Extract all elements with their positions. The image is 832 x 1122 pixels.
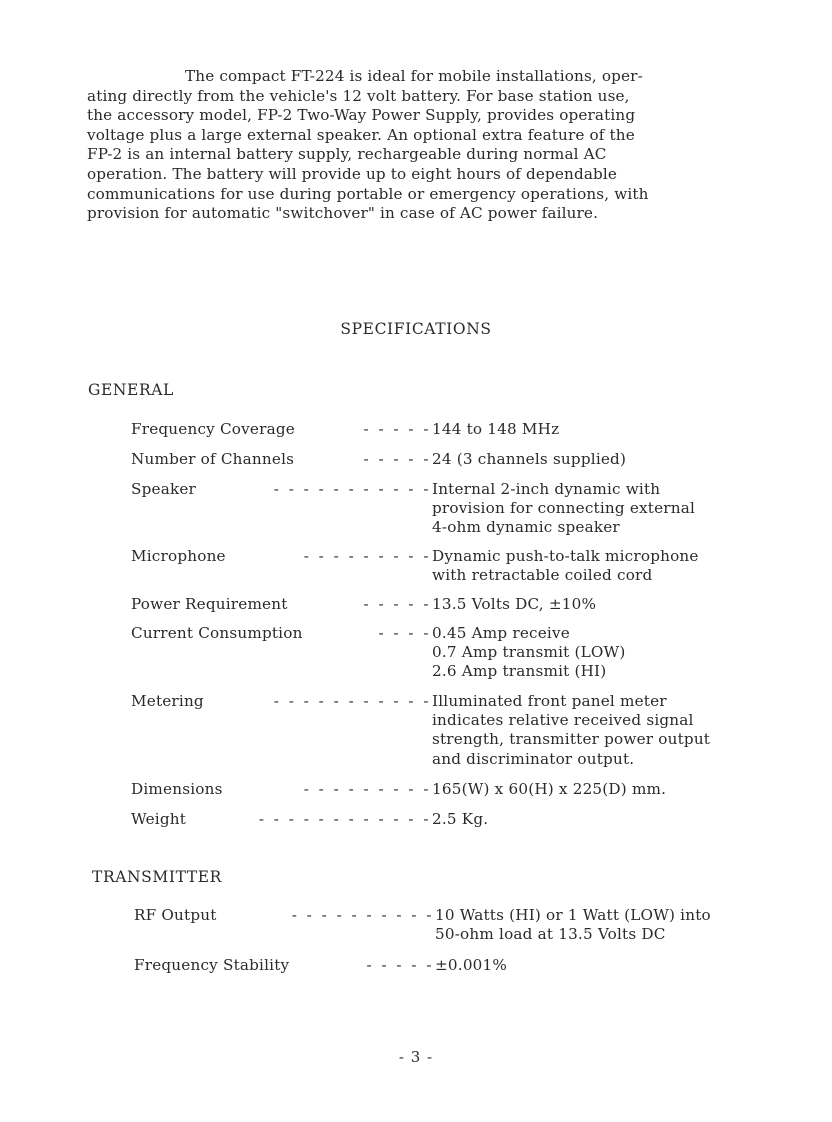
- page-number: - 3 -: [398, 1048, 434, 1066]
- spec-value-line: ±0.001%: [435, 956, 508, 974]
- spec-value-line: 144 to 148 MHz: [432, 420, 560, 438]
- spec-value-line: Internal 2-inch dynamic with: [432, 480, 661, 498]
- spec-value: [435, 956, 775, 975]
- spec-value-line: Dynamic push-to-talk microphone: [432, 547, 699, 565]
- spec-value-line: 2.5 Kg.: [432, 810, 489, 828]
- intro-line: voltage plus a large external speaker. An optional extra feature of the: [87, 125, 635, 144]
- intro-line: the accessory model, FP-2 Two-Way Power Supply, provides operating: [87, 106, 636, 125]
- intro-line: FP-2 is an internal battery supply, rechargeable during normal AC: [87, 145, 607, 164]
- leader-dashes: - - - - - - - - -: [303, 547, 431, 565]
- spec-label: Weight: [131, 810, 187, 828]
- intro-paragraph: [87, 67, 777, 224]
- spec-value: [432, 547, 772, 585]
- intro-line: operation. The battery will provide up to eight hours of dependable: [87, 164, 618, 183]
- spec-value: [432, 692, 772, 769]
- leader-dashes: - - - - - - - - - -: [291, 906, 434, 924]
- intro-line: ating directly from the vehicle's 12 volt battery. For base station use,: [87, 86, 630, 105]
- spec-label: Metering: [131, 692, 204, 710]
- specifications-title: SPECIFICATIONS: [340, 320, 492, 338]
- spec-value-line: 2.6 Amp transmit (HI): [432, 662, 607, 681]
- spec-value-line: 4-ohm dynamic speaker: [432, 518, 620, 537]
- spec-value: [432, 480, 772, 538]
- spec-label: Current Consumption: [131, 624, 303, 642]
- spec-label: Frequency Coverage: [131, 420, 295, 438]
- section-heading-general: GENERAL: [88, 381, 174, 399]
- spec-value-line: Illuminated front panel meter: [432, 692, 667, 710]
- spec-value-line: 0.7 Amp transmit (LOW): [432, 643, 626, 662]
- spec-value-line: 50-ohm load at 13.5 Volts DC: [435, 925, 666, 944]
- spec-value: [432, 624, 772, 682]
- leader-dashes: - - - - - - - - - - -: [273, 692, 431, 710]
- spec-value: [435, 906, 775, 944]
- intro-line: communications for use during portable or emergency operations, with: [87, 184, 649, 203]
- leader-dashes: - - - - -: [366, 956, 434, 974]
- spec-label: Speaker: [131, 480, 197, 498]
- spec-value-line: provision for connecting external: [432, 499, 696, 518]
- spec-value-line: with retractable coiled cord: [432, 566, 653, 585]
- spec-value-line: 0.45 Amp receive: [432, 624, 570, 642]
- spec-label: Dimensions: [131, 780, 223, 798]
- spec-value-line: indicates relative received signal: [432, 711, 694, 730]
- spec-value: [432, 595, 772, 614]
- spec-value-line: 24 (3 channels supplied): [432, 450, 627, 468]
- intro-line: provision for automatic "switchover" in case of AC power failure.: [87, 204, 599, 223]
- spec-value: [432, 420, 772, 439]
- leader-dashes: - - - - - - - - - - -: [273, 480, 431, 498]
- spec-value-line: 13.5 Volts DC, ±10%: [432, 595, 597, 613]
- spec-label: Frequency Stability: [134, 956, 290, 974]
- leader-dashes: - - - - -: [363, 450, 431, 468]
- leader-dashes: - - - - -: [363, 420, 431, 438]
- spec-value: [432, 450, 772, 469]
- spec-value-line: 165(W) x 60(H) x 225(D) mm.: [432, 780, 667, 798]
- spec-value: [432, 810, 772, 829]
- leader-dashes: - - - -: [378, 624, 431, 642]
- leader-dashes: - - - - -: [363, 595, 431, 613]
- leader-dashes: - - - - - - - - -: [303, 780, 431, 798]
- spec-value: [432, 780, 772, 799]
- intro-line: The compact FT-224 is ideal for mobile installations, oper-: [185, 67, 643, 85]
- leader-dashes: - - - - - - - - - - - -: [258, 810, 431, 828]
- spec-value-line: 10 Watts (HI) or 1 Watt (LOW) into: [435, 906, 711, 924]
- spec-label: Power Requirement: [131, 595, 288, 613]
- spec-label: Microphone: [131, 547, 226, 565]
- spec-value-line: and discriminator output.: [432, 749, 635, 768]
- spec-label: Number of Channels: [131, 450, 295, 468]
- spec-label: RF Output: [134, 906, 217, 924]
- section-heading-transmitter: TRANSMITTER: [92, 868, 222, 886]
- spec-value-line: strength, transmitter power output: [432, 730, 711, 749]
